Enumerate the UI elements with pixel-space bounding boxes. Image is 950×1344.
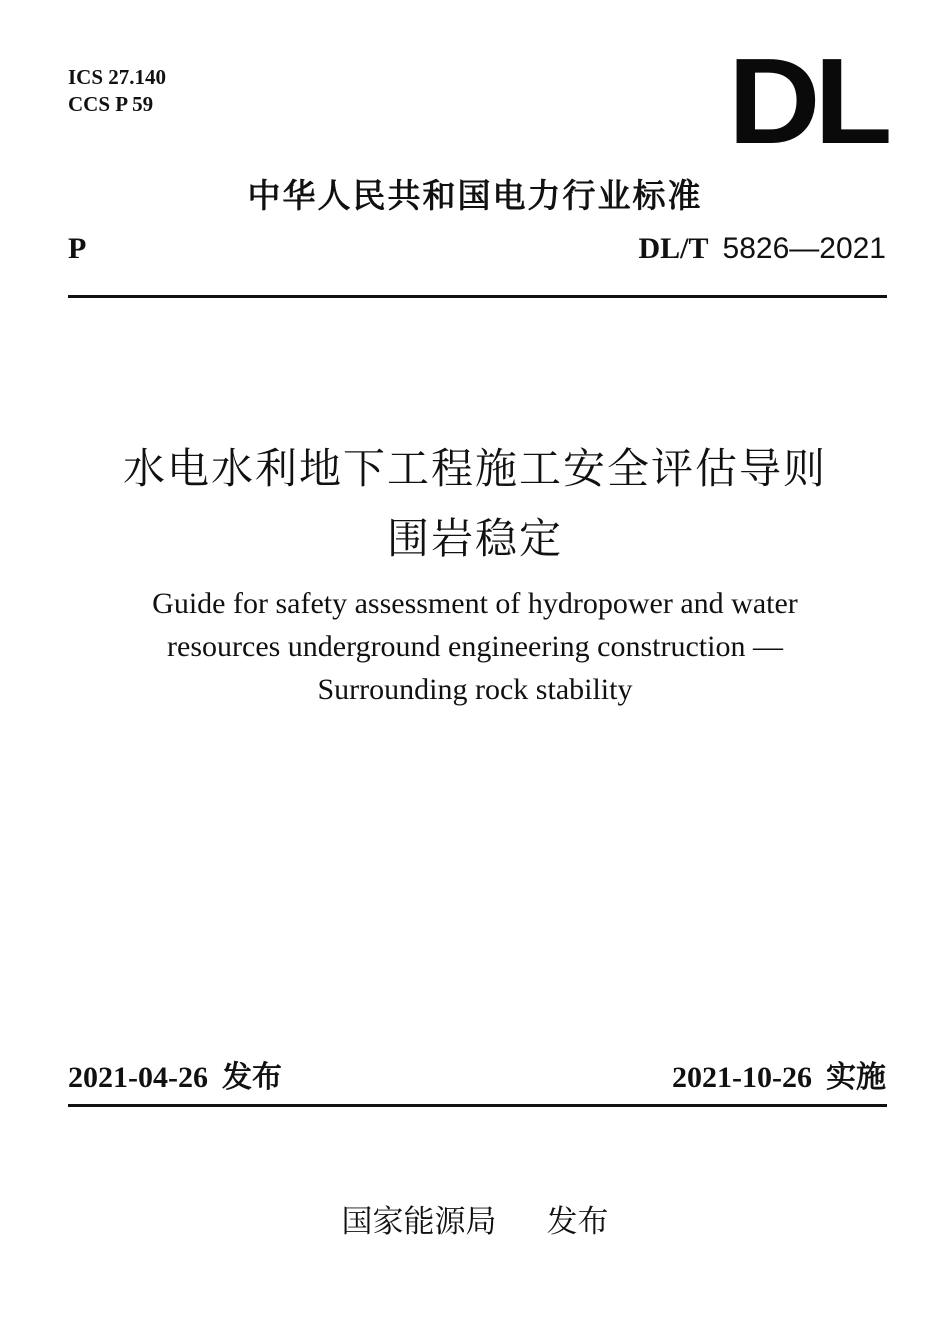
publisher-name: 国家能源局 [341, 1204, 497, 1240]
standard-code: DL/T [638, 232, 709, 265]
chinese-title-line-2: 围岩稳定 [386, 514, 563, 563]
bottom-divider [68, 1104, 887, 1107]
ics-ccs-block [68, 64, 166, 118]
standard-year-number: 5826—2021 [722, 232, 886, 265]
top-divider [68, 295, 887, 298]
issue-label: 发布 [221, 1060, 282, 1095]
english-title-line-2: resources underground engineering construction — [167, 630, 783, 663]
classification-letter: P [68, 232, 87, 265]
english-title-line-1: Guide for safety assessment of hydropower and water [152, 587, 798, 620]
ccs-code: CCS P 59 [68, 92, 154, 116]
dl-logo: DL [728, 33, 887, 169]
publisher-line [0, 1196, 950, 1241]
english-title [0, 582, 950, 711]
effective-date: 2021-10-26 [672, 1061, 812, 1094]
english-title-line-3: Surrounding rock stability [317, 673, 633, 706]
effective-date-line [672, 1052, 886, 1096]
issue-date: 2021-04-26 [68, 1061, 208, 1094]
standard-number [638, 232, 886, 266]
publisher-label: 发布 [546, 1204, 609, 1240]
ics-code: ICS 27.140 [68, 65, 167, 89]
industry-standard-title: 中华人民共和国电力行业标准 [247, 176, 703, 215]
chinese-title-line-1: 水电水利地下工程施工安全评估导则 [122, 444, 827, 493]
issue-date-line [68, 1052, 282, 1096]
effective-label: 实施 [826, 1060, 886, 1095]
